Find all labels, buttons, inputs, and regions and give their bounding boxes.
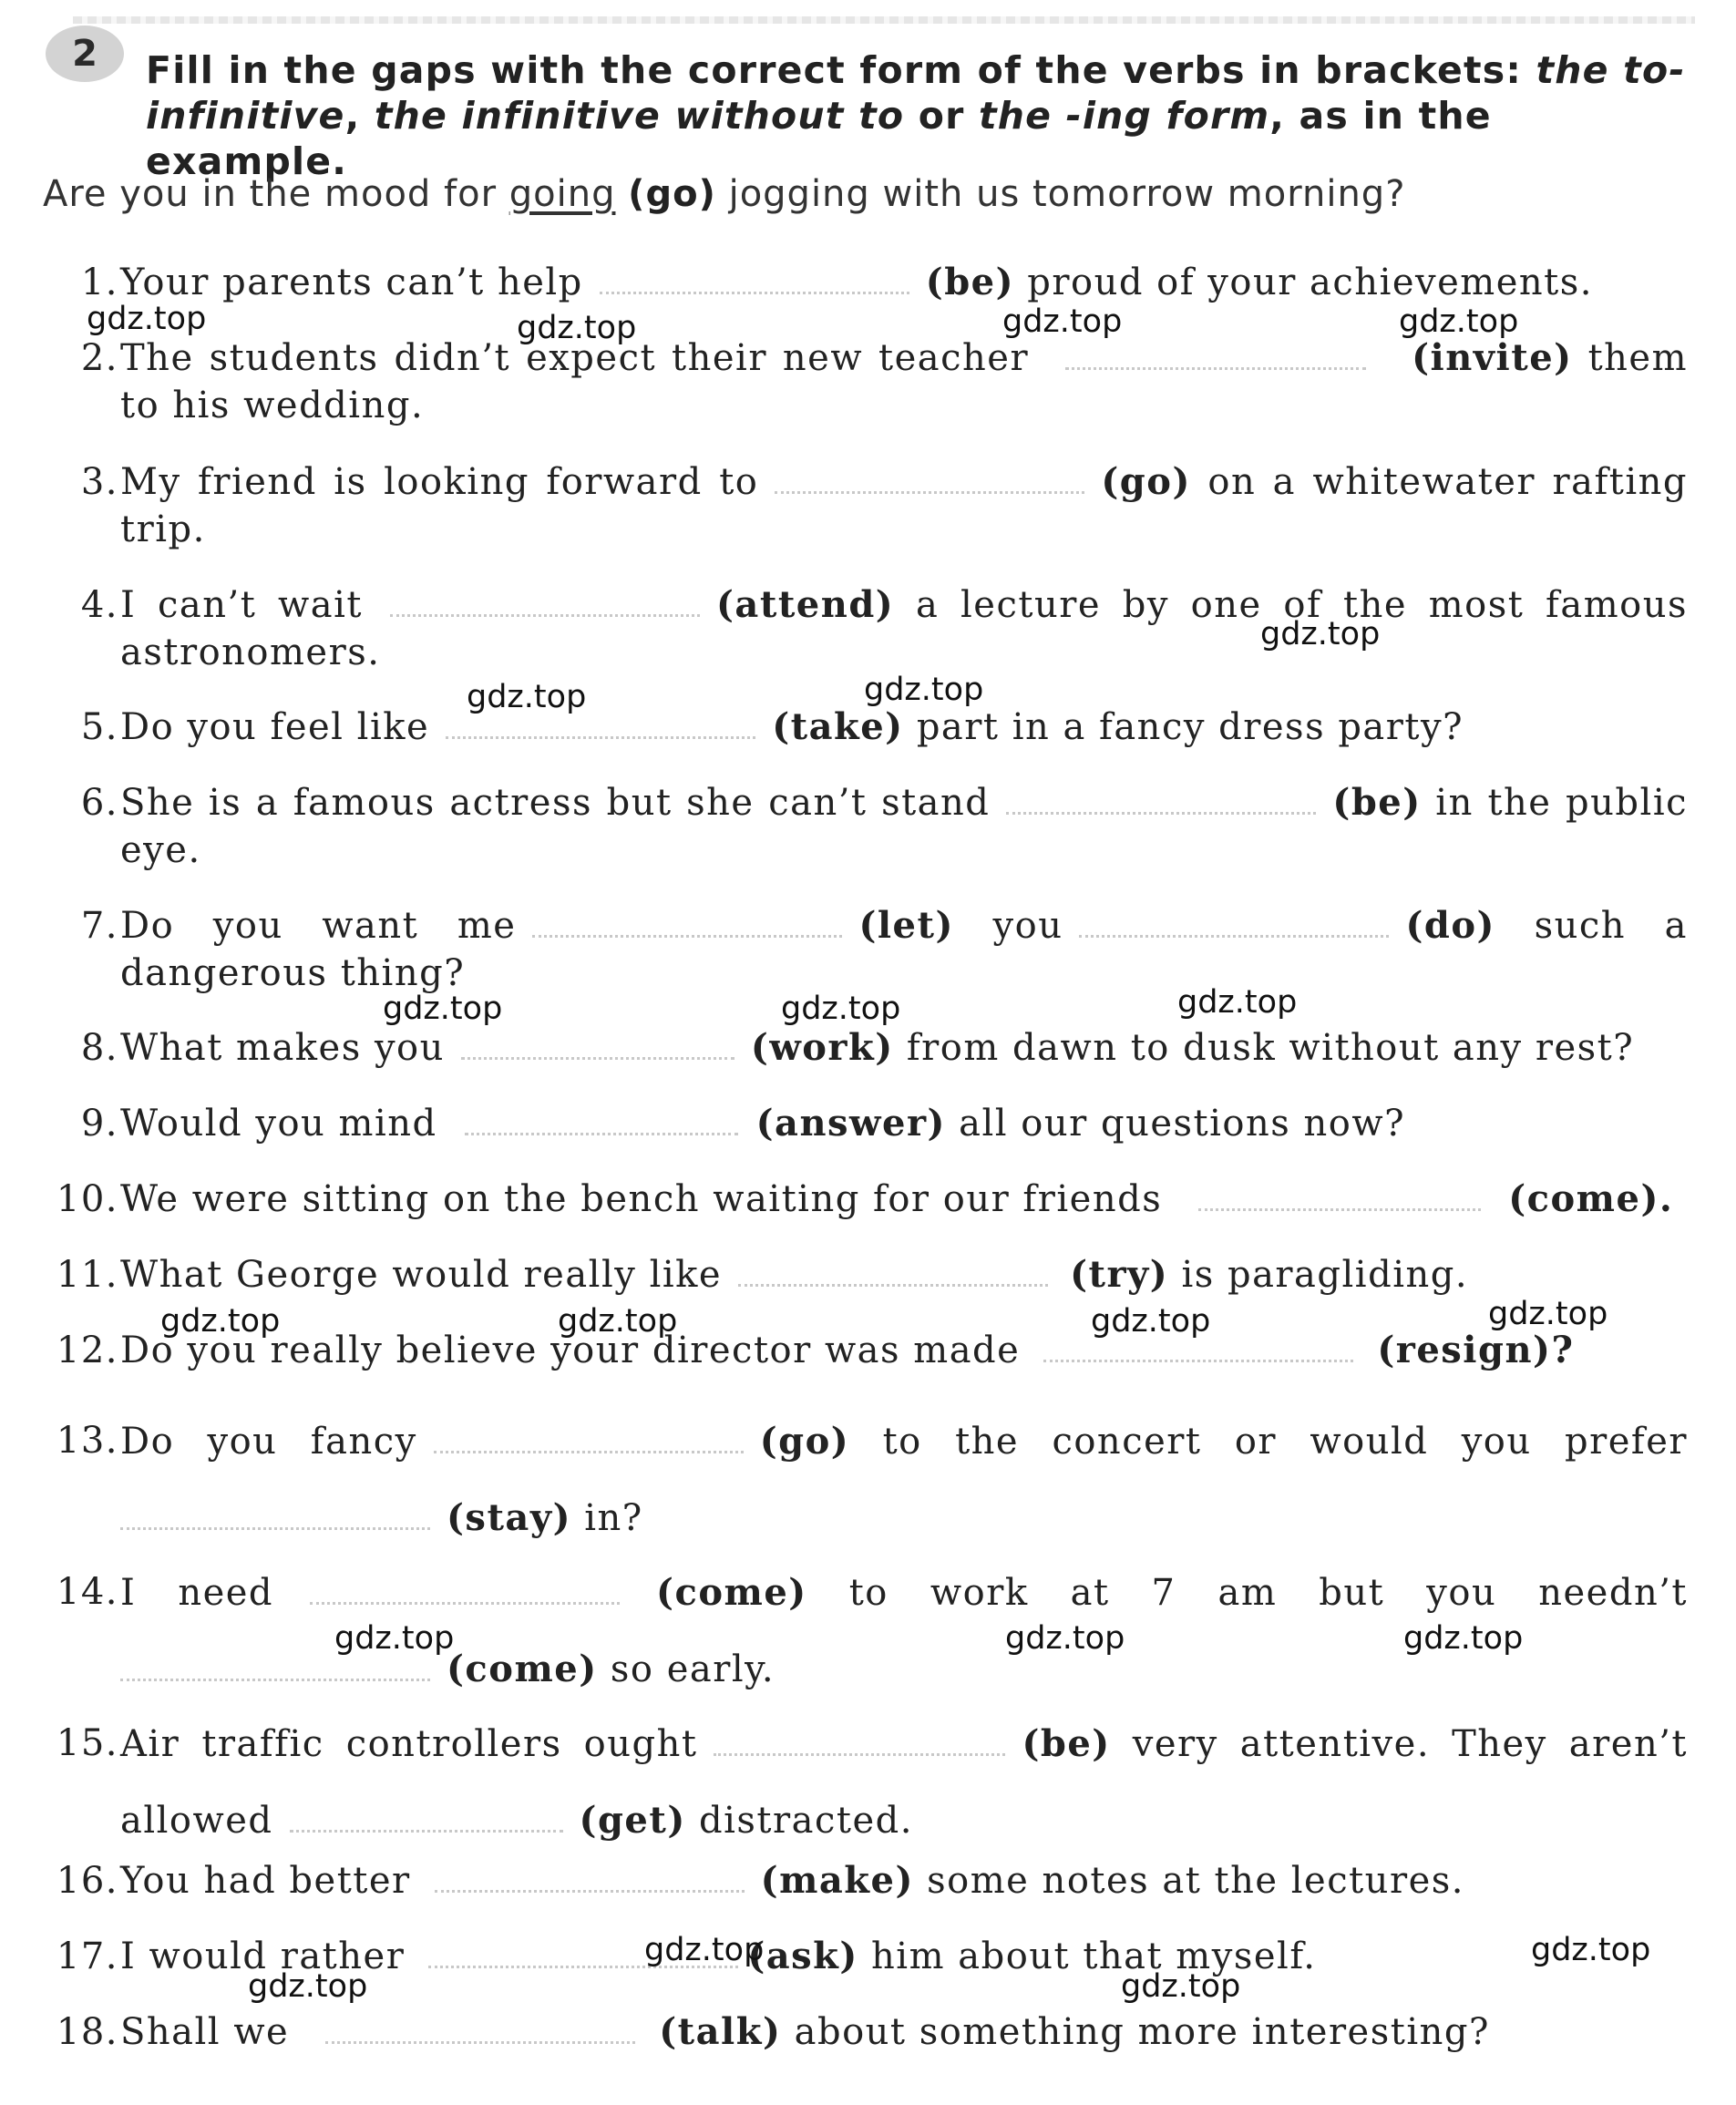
watermark: gdz.top [1091, 1303, 1211, 1340]
example-text-after: jogging with us tomorrow morning? [715, 173, 1406, 215]
exercise-item [36, 458, 1688, 553]
verb-prompt: (answer) [755, 1102, 946, 1145]
verb-prompt: (be) [1022, 1722, 1111, 1765]
exercise-item [36, 1327, 1688, 1374]
exercise-item [36, 259, 1688, 306]
exercise-item [36, 779, 1688, 874]
answer-gap[interactable] [390, 587, 700, 617]
answer-gap[interactable] [435, 1863, 745, 1893]
verb-prompt: (attend) [716, 583, 895, 626]
watermark: gdz.top [781, 991, 901, 1027]
item-number: 11. [56, 1254, 118, 1296]
watermark: gdz.top [1005, 1620, 1125, 1657]
watermark: gdz.top [644, 1932, 765, 1968]
instruction-italic-2: the infinitive without to [374, 94, 905, 138]
exercise-item [36, 581, 1688, 676]
verb-prompt: (make) [760, 1859, 914, 1902]
answer-gap[interactable] [714, 1726, 1005, 1756]
item-number: 1. [80, 262, 118, 303]
item-text: I would rather [120, 1936, 406, 1977]
verb-prompt: (come) [447, 1648, 598, 1690]
item-text: in? [584, 1497, 643, 1539]
exercise-item [36, 1251, 1688, 1299]
item-text: part in a fancy dress party? [916, 706, 1464, 748]
verb-prompt: (do) [1405, 904, 1495, 947]
exercise-instruction [146, 47, 1695, 184]
exercise-item [36, 2008, 1688, 2056]
instruction-text: Fill in the gaps with the correct form of the verbs in brackets: [146, 48, 1536, 92]
verb-prompt: (go) [759, 1420, 850, 1463]
item-number: 18. [56, 2011, 118, 2053]
watermark: gdz.top [467, 679, 587, 715]
exercise-item [36, 334, 1688, 429]
exercise-number-badge [46, 26, 124, 82]
verb-prompt: (resign) [1377, 1329, 1552, 1371]
watermark: gdz.top [864, 672, 984, 708]
item-number: 3. [80, 461, 118, 503]
answer-gap[interactable] [1065, 340, 1366, 370]
exercise-item [36, 1403, 1688, 1556]
instruction-text-end: , as in the example. [146, 94, 1492, 183]
example-text-before: Are you in the mood for [43, 173, 509, 215]
watermark: gdz.top [1403, 1620, 1524, 1657]
watermark: gdz.top [1121, 1968, 1241, 2005]
item-text: on a whitewater rafting trip. [120, 461, 1688, 550]
item-number: 16. [56, 1860, 118, 1902]
verb-prompt: (invite) [1412, 336, 1573, 379]
item-text: Air traffic controllers ought [120, 1723, 698, 1765]
item-text: him about that myself. [871, 1936, 1317, 1977]
item-text: to the concert or would you prefer [882, 1421, 1689, 1463]
watermark: gdz.top [248, 1968, 368, 2005]
item-text: Shall we [120, 2011, 290, 2053]
example-verb: (go) [628, 173, 716, 215]
answer-gap[interactable] [1006, 785, 1316, 815]
watermark: gdz.top [160, 1303, 281, 1340]
answer-gap[interactable] [461, 1030, 734, 1060]
item-text: some notes at the lectures. [927, 1860, 1464, 1902]
item-text: to work at 7 am but you needn’t [848, 1572, 1688, 1614]
verb-prompt: (go) [1101, 460, 1191, 503]
example-sentence [43, 173, 1701, 215]
watermark: gdz.top [1177, 984, 1298, 1021]
item-number: 4. [80, 584, 118, 626]
item-text: She is a famous actress but she can’t stand [120, 782, 991, 824]
item-number: 8. [80, 1027, 118, 1069]
item-number: 10. [56, 1178, 118, 1220]
item-text: Do you feel like [120, 706, 430, 748]
item-text: is paragliding. [1181, 1254, 1469, 1296]
item-text: a lecture by one of the most famous astronomers. [120, 584, 1689, 673]
watermark: gdz.top [517, 310, 637, 346]
verb-prompt: (try) [1070, 1253, 1169, 1296]
item-number: 15. [56, 1722, 118, 1764]
item-text: Do you want me [120, 905, 517, 947]
item-number: 17. [56, 1936, 118, 1977]
item-text: I need [120, 1572, 274, 1614]
verb-prompt: (come) [656, 1571, 807, 1614]
instruction-italic-3: the -ing form [978, 94, 1270, 138]
answer-gap[interactable] [738, 1257, 1048, 1287]
item-number: 6. [80, 782, 118, 824]
item-number: 5. [80, 706, 118, 748]
answer-gap[interactable] [434, 1423, 744, 1453]
answer-gap[interactable] [325, 2014, 635, 2044]
watermark: gdz.top [383, 991, 503, 1027]
answer-gap[interactable] [775, 464, 1084, 494]
watermark: gdz.top [558, 1303, 678, 1340]
watermark: gdz.top [1260, 616, 1381, 652]
answer-gap[interactable] [310, 1575, 620, 1605]
verb-prompt: (get) [579, 1799, 686, 1842]
item-number: 2. [80, 337, 118, 379]
instruction-italic-1: the to-infinitive [146, 48, 1686, 138]
item-punct: . [1659, 1177, 1674, 1220]
verb-prompt: (talk) [659, 2010, 782, 2053]
watermark: gdz.top [1531, 1932, 1651, 1968]
item-text: all our questions now? [959, 1103, 1406, 1145]
item-text: in the public eye. [120, 782, 1689, 871]
item-text: so early. [610, 1648, 776, 1690]
top-divider [73, 16, 1695, 24]
answer-gap[interactable] [1198, 1181, 1481, 1211]
item-text: Do you fancy [120, 1421, 417, 1463]
item-text: What George would really like [120, 1254, 723, 1296]
item-text: What makes you [120, 1027, 445, 1069]
item-number: 13. [56, 1420, 118, 1462]
item-text: My friend is looking forward to [120, 461, 759, 503]
verb-prompt: (be) [925, 261, 1015, 303]
watermark: gdz.top [1399, 303, 1519, 340]
verb-prompt: (let) [858, 904, 954, 947]
verb-prompt: (stay) [447, 1496, 572, 1539]
item-text: I can’t wait [120, 584, 363, 626]
answer-gap[interactable] [600, 264, 909, 294]
exercise-item [36, 1100, 1688, 1147]
item-text: proud of your achievements. [1027, 262, 1593, 303]
verb-prompt: (take) [772, 705, 904, 748]
answer-gap[interactable] [290, 1802, 563, 1833]
item-text: Do you really believe your director was made [120, 1330, 1021, 1371]
item-text: about something more interesting? [794, 2011, 1490, 2053]
item-text: you [992, 905, 1063, 947]
exercise-item [36, 703, 1688, 751]
answer-gap[interactable] [465, 1105, 738, 1135]
item-text: You had better [120, 1860, 411, 1902]
exercise-item [36, 1176, 1688, 1223]
item-text: distracted. [699, 1800, 913, 1842]
instruction-sep-2: or [904, 94, 979, 138]
verb-prompt: (be) [1332, 781, 1422, 824]
exercise-item [36, 1706, 1688, 1859]
exercise-item [36, 902, 1688, 997]
verb-prompt: (come) [1508, 1177, 1659, 1220]
answer-gap[interactable] [120, 1500, 430, 1530]
item-number: 12. [56, 1330, 118, 1371]
item-number: 9. [80, 1103, 118, 1145]
exercise-number: 2 [72, 33, 98, 75]
exercise-item [36, 1857, 1688, 1905]
answer-gap[interactable] [532, 908, 842, 938]
watermark: gdz.top [1002, 303, 1123, 340]
item-text: such a dangerous thing? [120, 905, 1688, 994]
exercise-item [36, 1024, 1688, 1072]
item-text: Your parents can’t help [120, 262, 583, 303]
item-text: from dawn to dusk without any rest? [906, 1027, 1635, 1069]
watermark: gdz.top [334, 1620, 455, 1657]
answer-gap[interactable] [1079, 908, 1389, 938]
example-answer: going [508, 173, 616, 215]
item-text: them to his wedding. [120, 337, 1688, 426]
item-text: The students didn’t expect their new teacher [120, 337, 1030, 379]
watermark: gdz.top [1488, 1296, 1608, 1332]
item-text: We were sitting on the bench waiting for our friends [120, 1178, 1163, 1220]
item-text: very attentive. They aren’t allowed [120, 1723, 1688, 1842]
item-number: 14. [56, 1571, 118, 1613]
verb-prompt: (work) [750, 1026, 894, 1069]
item-number: 7. [80, 905, 118, 947]
instruction-sep-1: , [344, 94, 375, 138]
verb-prompt: (ask) [747, 1935, 858, 1977]
watermark: gdz.top [87, 301, 207, 337]
item-punct: ? [1551, 1329, 1575, 1371]
item-text: Would you mind [120, 1103, 437, 1145]
